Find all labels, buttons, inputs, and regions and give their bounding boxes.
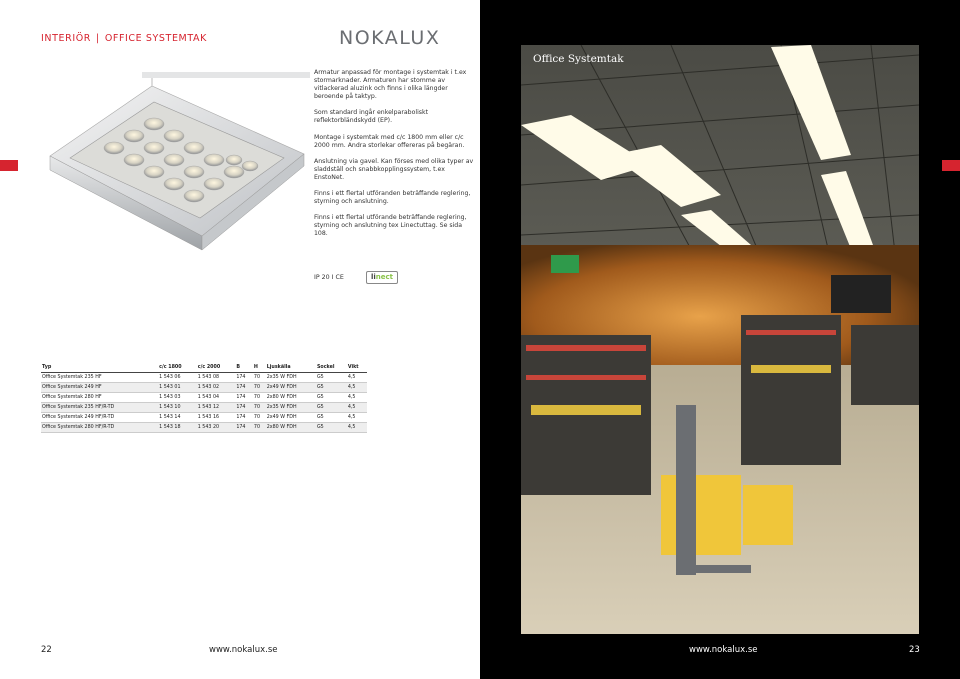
table-cell: G5 (316, 413, 347, 423)
table-cell: 4,5 (347, 383, 367, 393)
table-row (41, 393, 367, 403)
spec-table (41, 363, 367, 433)
table-cell: 1 543 01 (158, 383, 197, 393)
table-cell: 1 543 06 (158, 373, 197, 383)
table-cell: 174 (235, 383, 253, 393)
table-cell: 2x35 W FDH (266, 373, 316, 383)
table-row (41, 423, 367, 433)
col-header-type: Typ (41, 363, 158, 373)
table-cell: Office Systemtak 235 HF (41, 373, 158, 383)
page-tab-marker (0, 160, 18, 171)
table-cell: Office Systemtak 235 HF/R-TD (41, 403, 158, 413)
table-cell: Office Systemtak 249 HF/R-TD (41, 413, 158, 423)
col-header-lightsource: Ljuskälla (266, 363, 316, 373)
table-cell: 70 (253, 383, 266, 393)
table-cell: 1 543 18 (158, 423, 197, 433)
spec-table-body (41, 373, 367, 433)
table-cell: 174 (235, 423, 253, 433)
table-cell: G5 (316, 383, 347, 393)
table-cell: Office Systemtak 280 HF (41, 393, 158, 403)
table-cell: G5 (316, 423, 347, 433)
product-description (314, 69, 474, 247)
section-label: INTERIÖR (41, 33, 91, 44)
product-family-label: OFFICE SYSTEMTAK (104, 33, 207, 44)
table-cell: 1 543 08 (197, 373, 236, 383)
table-cell: 2x80 W FDH (266, 393, 316, 403)
table-cell: 4,5 (347, 413, 367, 423)
brand-logo: NOKALUX (339, 27, 441, 49)
table-row (41, 383, 367, 393)
website-url-right: www.nokalux.se (689, 645, 758, 655)
page-tab-marker (942, 160, 960, 171)
table-row (41, 413, 367, 423)
table-cell: 2x49 W FDH (266, 383, 316, 393)
description-paragraph: Finns i ett flertal utförande beträffande reglering, styrning och anslutning tex Linectuttag. Se sida 108. (314, 214, 467, 238)
description-paragraph: Som standard ingår enkelparaboliskt reflektorbländskydd (EP). (314, 109, 429, 125)
description-paragraph: Montage i systemtak med c/c 1800 mm eller c/c 2000 mm. Andra storlekar offereras på begäran. (314, 133, 465, 149)
col-header-b: B (235, 363, 253, 373)
table-cell: 1 543 14 (158, 413, 197, 423)
col-header-weight: Vikt (347, 363, 367, 373)
right-page (480, 0, 960, 679)
table-cell: 174 (235, 393, 253, 403)
page-number-right: 23 (909, 645, 920, 655)
table-cell: 4,5 (347, 423, 367, 433)
table-cell: 174 (235, 403, 253, 413)
header-separator: | (96, 33, 100, 44)
ratings-label: IP 20 I CE (314, 274, 344, 281)
table-cell: 1 543 16 (197, 413, 236, 423)
description-paragraph: Armatur anpassad för montage i systemtak i t.ex stormarknader. Armaturen har stomme av vitlackerad aluzink och finns i olika längder beroende på taktyp. (314, 69, 467, 101)
table-cell: 174 (235, 413, 253, 423)
col-header-cc1800: c/c 1800 (158, 363, 197, 373)
description-paragraph: Anslutning via gavel. Kan förses med olika typer av sladdställ och snabbkopplingssystem, t.ex EnstoNet. (314, 157, 474, 181)
description-paragraph: Finns i ett flertal utföranden beträffande reglering, styrning och anslutning. (314, 190, 471, 206)
table-cell: G5 (316, 403, 347, 413)
spec-table-header-row (41, 363, 367, 373)
table-cell: 70 (253, 413, 266, 423)
section-header (41, 33, 207, 44)
col-header-cc2000: c/c 2000 (197, 363, 236, 373)
table-cell: 1 543 03 (158, 393, 197, 403)
col-header-socket: Sockel (316, 363, 347, 373)
table-cell: 70 (253, 423, 266, 433)
table-cell: 2x80 W FDH (266, 423, 316, 433)
table-cell: Office Systemtak 249 HF (41, 383, 158, 393)
table-cell: 4,5 (347, 393, 367, 403)
store-photo (521, 45, 919, 634)
photo-caption: Office Systemtak (533, 53, 624, 65)
luminaire-illustration (42, 66, 310, 266)
linect-logo: linect (366, 271, 398, 284)
website-url-left: www.nokalux.se (209, 645, 278, 655)
table-cell: 174 (235, 373, 253, 383)
table-cell: 1 543 04 (197, 393, 236, 403)
table-cell: 70 (253, 393, 266, 403)
table-cell: 70 (253, 403, 266, 413)
table-cell: 70 (253, 373, 266, 383)
table-cell: 4,5 (347, 403, 367, 413)
table-row (41, 403, 367, 413)
table-cell: 4,5 (347, 373, 367, 383)
table-cell: 1 543 12 (197, 403, 236, 413)
table-cell: 1 543 02 (197, 383, 236, 393)
table-cell: 2x35 W FDH (266, 403, 316, 413)
table-cell: Office Systemtak 280 HF/R-TD (41, 423, 158, 433)
page-number-left: 22 (41, 645, 52, 655)
table-cell: G5 (316, 373, 347, 383)
table-cell: 1 543 20 (197, 423, 236, 433)
table-cell: 2x49 W FDH (266, 413, 316, 423)
table-cell: 1 543 10 (158, 403, 197, 413)
table-row (41, 373, 367, 383)
col-header-h: H (253, 363, 266, 373)
table-cell: G5 (316, 393, 347, 403)
